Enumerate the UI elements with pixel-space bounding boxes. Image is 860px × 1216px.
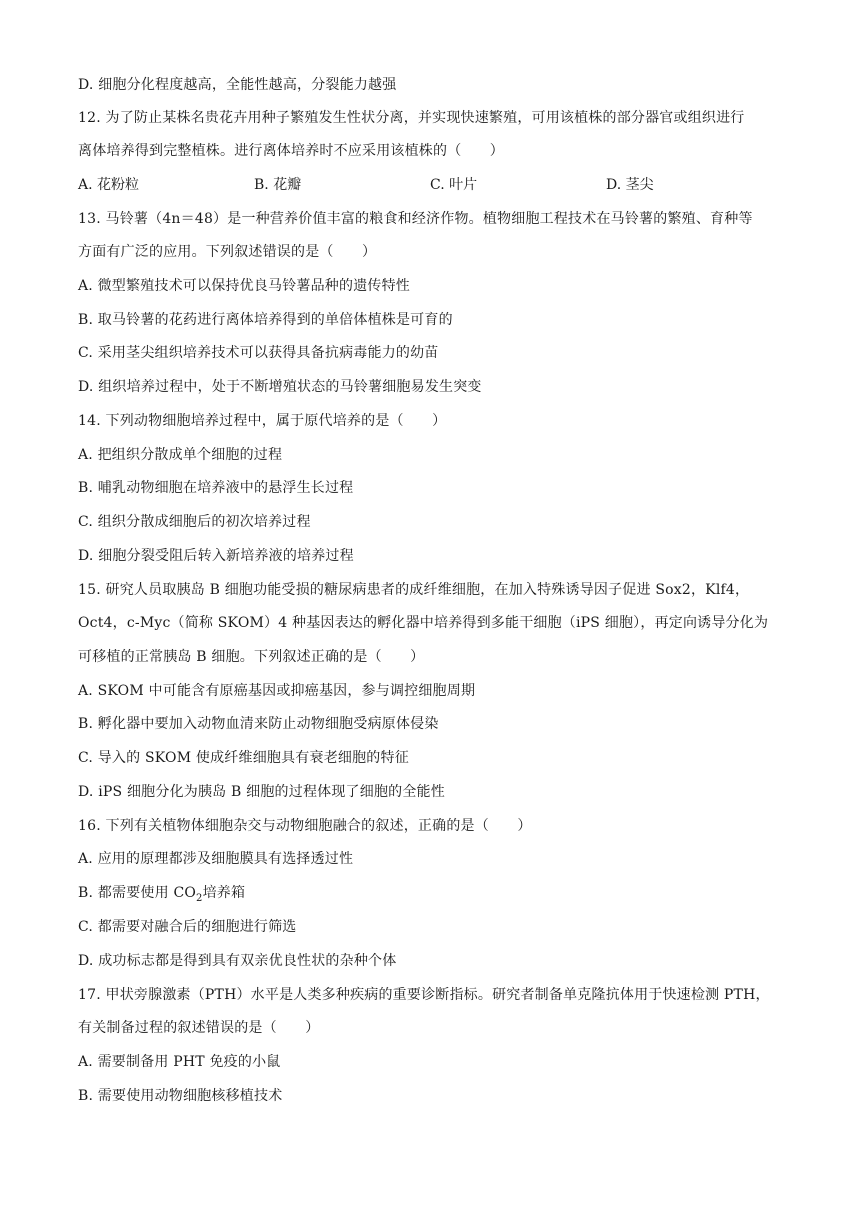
q15-option-c: C. 导入的 SKOM 使成纤维细胞具有衰老细胞的特征 xyxy=(78,750,409,766)
q13-option-c: C. 采用茎尖组织培养技术可以获得具备抗病毒能力的幼苗 xyxy=(78,345,439,361)
q12-stem-line2: 离体培养得到完整植株。进行离体培养时不应采用该植株的（ ） xyxy=(78,143,504,159)
q16-option-b xyxy=(78,883,790,903)
q16-option-a: A. 应用的原理都涉及细胞膜具有选择透过性 xyxy=(78,851,354,867)
q16-option-c: C. 都需要对融合后的细胞进行筛选 xyxy=(78,919,297,935)
q15-stem-line2: Oct4，c-Myc（简称 SKOM）4 种基因表达的孵化器中培养得到多能干细胞（iPS 细胞），再定向诱导分化为 xyxy=(78,615,769,631)
q16-option-b-text: B. 都需要使用 CO xyxy=(78,885,197,901)
q13-option-b: B. 取马铃薯的花药进行离体培养得到的单倍体植株是可育的 xyxy=(78,312,453,328)
q17-option-a: A. 需要制备用 PHT 免疫的小鼠 xyxy=(78,1054,281,1070)
q13-stem-line1: 13. 马铃薯（4n＝48）是一种营养价值丰富的粮食和经济作物。植物细胞工程技术在马铃薯的繁殖、育种等 xyxy=(78,211,753,227)
q13-stem-line2: 方面有广泛的应用。下列叙述错误的是（ ） xyxy=(78,244,377,260)
q12-option-a: A. 花粉粒 xyxy=(78,177,140,193)
q13-option-d: D. 组织培养过程中，处于不断增殖状态的马铃薯细胞易发生突变 xyxy=(78,379,482,395)
q15-option-d: D. iPS 细胞分化为胰岛 B 细胞的过程体现了细胞的全能性 xyxy=(78,784,445,800)
q14-option-b: B. 哺乳动物细胞在培养液中的悬浮生长过程 xyxy=(78,480,354,496)
q14-stem: 14. 下列动物细胞培养过程中，属于原代培养的是（ ） xyxy=(78,413,447,429)
q15-option-b: B. 孵化器中要加入动物血清来防止动物细胞受病原体侵染 xyxy=(78,716,439,732)
q15-option-a: A. SKOM 中可能含有原癌基因或抑癌基因，参与调控细胞周期 xyxy=(78,683,476,699)
q17-stem-line1: 17. 甲状旁腺激素（PTH）水平是人类多种疾病的重要诊断指标。研究者制备单克隆抗体用于快速检测 PTH， xyxy=(78,987,770,1003)
q17-stem-line2: 有关制备过程的叙述错误的是（ ） xyxy=(78,1020,320,1036)
q14-option-c: C. 组织分散成细胞后的初次培养过程 xyxy=(78,514,311,530)
q15-stem-line1: 15. 研究人员取胰岛 B 细胞功能受损的糖尿病患者的成纤维细胞，在加入特殊诱导因子促进 Sox2，Klf4， xyxy=(78,582,750,598)
q16-stem: 16. 下列有关植物体细胞杂交与动物细胞融合的叙述，正确的是（ ） xyxy=(78,818,532,834)
co2-subscript: 2 xyxy=(196,892,203,904)
q17-option-b: B. 需要使用动物细胞核移植技术 xyxy=(78,1088,283,1104)
q16-option-d: D. 成功标志都是得到具有双亲优良性状的杂种个体 xyxy=(78,953,397,969)
q12-stem-line1: 12. 为了防止某株名贵花卉用种子繁殖发生性状分离，并实现快速繁殖，可用该植株的部分器官或组织进行 xyxy=(78,110,745,126)
q14-option-d: D. 细胞分裂受阻后转入新培养液的培养过程 xyxy=(78,548,354,564)
q11-option-d: D. 细胞分化程度越高，全能性越高，分裂能力越强 xyxy=(78,77,397,93)
q16-option-b-tail: 培养箱 xyxy=(202,885,246,901)
q12-option-c: C. 叶片 xyxy=(430,177,478,193)
q13-option-a: A. 微型繁殖技术可以保持优良马铃薯品种的遗传特性 xyxy=(78,278,411,294)
q12-option-d: D. 茎尖 xyxy=(606,177,654,193)
q14-option-a: A. 把组织分散成单个细胞的过程 xyxy=(78,447,283,463)
q12-option-b: B. 花瓣 xyxy=(254,177,302,193)
q15-stem-line3: 可移植的正常胰岛 B 细胞。下列叙述正确的是（ ） xyxy=(78,649,425,665)
